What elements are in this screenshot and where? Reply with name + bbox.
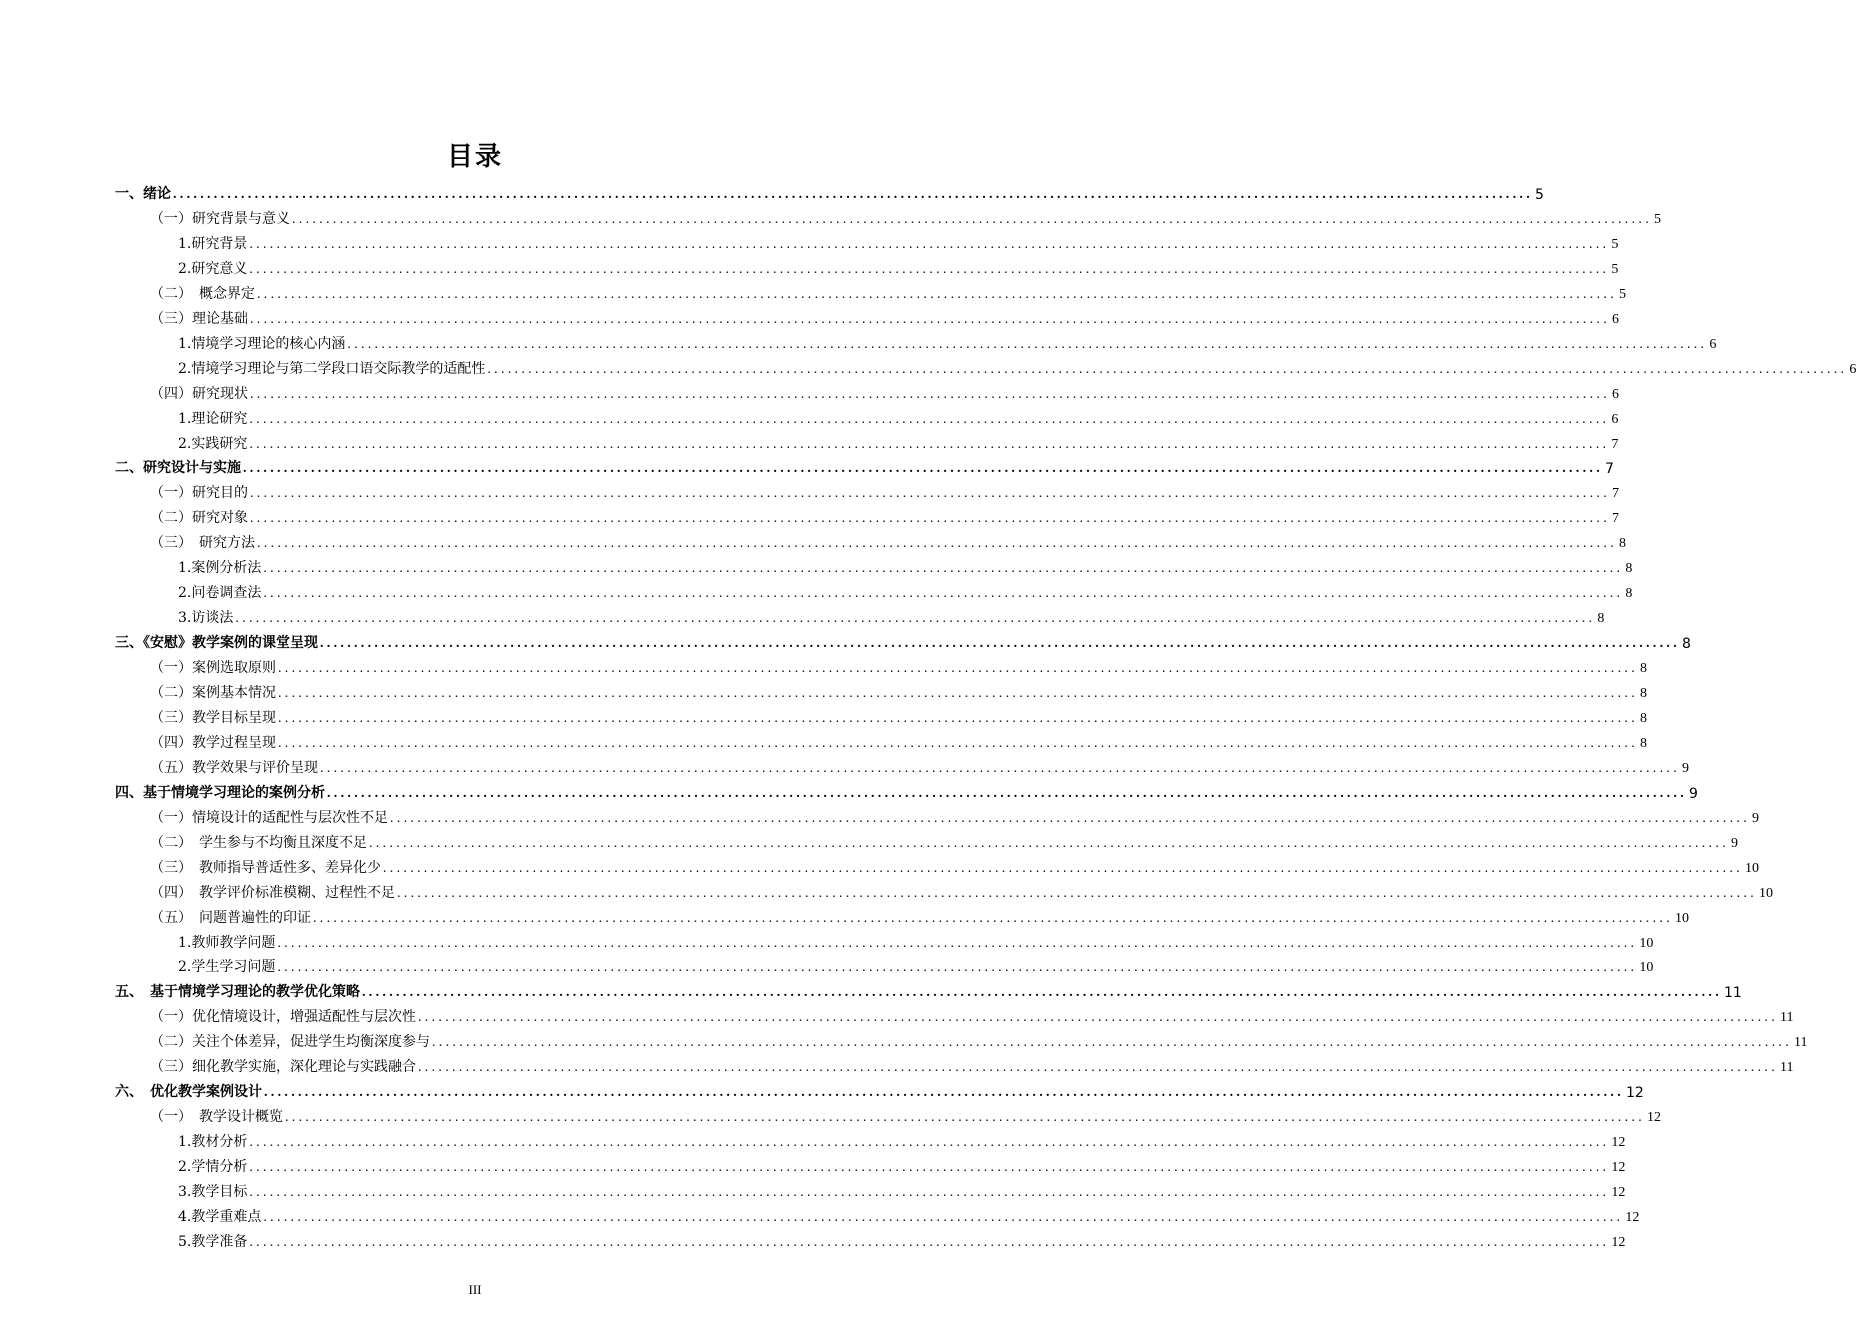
toc-entry-page: 12 [1647, 1110, 1661, 1126]
toc-entry-label: 一、绪论 [115, 186, 171, 202]
toc-entry[interactable] [115, 627, 1691, 653]
toc-entry-label: 二、研究设计与实施 [115, 460, 241, 477]
toc-entry-label: （二）关注个体差异，促进学生均衡深度参与 [150, 1034, 430, 1051]
toc-dot-leader: ........................................................................................................................................................................................................ [250, 486, 1610, 502]
toc-dot-leader: ........................................................................................................................................................................................................ [432, 1035, 1792, 1051]
toc-dot-leader: ........................................................................................................................................................................................................ [173, 187, 1533, 202]
toc-dot-leader: ........................................................................................................................................................................................................ [243, 461, 1603, 477]
toc-dot-leader: ........................................................................................................................................................................................................ [278, 735, 1638, 751]
toc-entry-label: （四） 教学评价标准模糊、过程性不足 [150, 884, 395, 901]
toc-entry[interactable] [178, 577, 1633, 602]
toc-entry-page: 8 [1640, 710, 1647, 726]
toc-entry-label: 2.问卷调查法 [178, 585, 262, 602]
toc-dot-leader: ........................................................................................................................................................................................................ [320, 636, 1680, 652]
toc-entry-label: 5.教学准备 [178, 1233, 248, 1250]
toc-entry-page: 7 [1605, 461, 1614, 478]
toc-entry-label: （二） 概念界定 [150, 285, 255, 302]
toc-entry-page: 11 [1794, 1035, 1808, 1051]
toc-dot-leader: ........................................................................................................................................................................................................ [249, 411, 1610, 427]
toc-dot-leader: ........................................................................................................................................................................................................ [418, 1010, 1778, 1026]
toc-entry[interactable] [178, 353, 1856, 378]
toc-dot-leader: ........................................................................................................................................................................................................ [264, 1085, 1624, 1101]
toc-entry[interactable] [178, 1176, 1626, 1201]
toc-dot-leader: ........................................................................................................................................................................................................ [362, 985, 1722, 1001]
toc-dot-leader: ........................................................................................................................................................................................................ [249, 1135, 1610, 1151]
toc-entry[interactable] [150, 702, 1647, 727]
toc-entry-page: 9 [1682, 760, 1689, 776]
toc-entry-label: 3.访谈法 [178, 610, 234, 627]
toc-entry-page: 9 [1752, 810, 1759, 826]
toc-entry-page: 6 [1611, 411, 1619, 427]
toc-entry-page: 10 [1639, 935, 1654, 951]
toc-entry[interactable] [150, 527, 1626, 552]
toc-entry[interactable] [115, 1076, 1644, 1102]
toc-entry[interactable] [150, 802, 1759, 827]
toc-entry[interactable] [178, 602, 1605, 627]
toc-entry-label: （一）案例选取原则 [150, 660, 276, 677]
toc-entry-label: 2.实践研究 [178, 435, 248, 452]
toc-entry[interactable] [150, 203, 1661, 228]
toc-entry[interactable] [178, 403, 1619, 428]
toc-dot-leader: ........................................................................................................................................................................................................ [369, 835, 1729, 851]
toc-entry-label: （二）研究对象 [150, 510, 248, 527]
toc-entry-page: 11 [1780, 1010, 1794, 1026]
toc-entry-label: 三、《安慰》教学案例的课堂呈现 [115, 635, 318, 652]
toc-dot-leader: ........................................................................................................................................................................................................ [487, 361, 1848, 377]
toc-entry[interactable] [178, 328, 1717, 353]
toc-dot-leader: ........................................................................................................................................................................................................ [313, 910, 1673, 926]
toc-entry-label: 1.案例分析法 [178, 560, 262, 577]
toc-entry-page: 10 [1639, 960, 1654, 976]
toc-entry[interactable] [115, 178, 1544, 203]
toc-entry[interactable] [150, 827, 1738, 852]
toc-entry-page: 8 [1682, 636, 1691, 653]
toc-dot-leader: ........................................................................................................................................................................................................ [390, 810, 1750, 826]
toc-entry-page: 7 [1612, 486, 1619, 502]
toc-entry-label: （一）优化情境设计，增强适配性与层次性 [150, 1009, 416, 1026]
toc-dot-leader: ........................................................................................................................................................................................................ [418, 1060, 1778, 1076]
toc-entry-label: （二）案例基本情况 [150, 685, 276, 701]
toc-entry[interactable] [150, 1026, 1808, 1051]
toc-entry-label: （五）教学效果与评价呈现 [150, 759, 318, 776]
toc-entry[interactable] [178, 927, 1654, 952]
toc-dot-leader: ........................................................................................................................................................................................................ [250, 511, 1610, 527]
toc-entry-label: （一）研究目的 [150, 485, 248, 502]
toc-entry-label: 1.教师教学问题 [178, 934, 276, 951]
toc-entry-label: 五、 基于情境学习理论的教学优化策略 [115, 984, 360, 1001]
toc-entry-page: 12 [1611, 1234, 1626, 1250]
toc-entry-page: 10 [1675, 910, 1689, 926]
toc-entry-page: 12 [1611, 1160, 1626, 1176]
toc-entry[interactable] [178, 253, 1619, 278]
toc-entry-label: （三） 教师指导普适性多、差异化少 [150, 859, 381, 876]
toc-dot-leader: ........................................................................................................................................................................................................ [383, 860, 1743, 876]
toc-entry[interactable] [178, 951, 1654, 976]
toc-entry-label: 1.研究背景 [178, 235, 248, 252]
toc-entry-label: （三）细化教学实施，深化理论与实践融合 [150, 1059, 416, 1076]
toc-entry-page: 8 [1640, 686, 1647, 701]
toc-entry[interactable] [178, 228, 1619, 253]
toc-entry-page: 8 [1619, 536, 1626, 552]
toc-entry[interactable] [150, 1001, 1794, 1026]
toc-entry-label: （五） 问题普遍性的印证 [150, 909, 311, 926]
toc-entry-page: 6 [1612, 311, 1619, 327]
toc-dot-leader: ........................................................................................................................................................................................................ [277, 960, 1638, 976]
toc-entry-label: （一） 教学设计概览 [150, 1109, 283, 1126]
toc-entry-label: 六、 优化教学案例设计 [115, 1084, 262, 1101]
toc-entry-page: 12 [1611, 1135, 1626, 1151]
toc-entry-page: 9 [1731, 835, 1738, 851]
toc-entry-label: 2.学情分析 [178, 1159, 248, 1176]
toc-entry-page: 6 [1612, 386, 1619, 402]
toc-entry-page: 5 [1611, 261, 1619, 277]
toc-entry-page: 12 [1626, 1085, 1644, 1102]
toc-entry[interactable] [150, 1051, 1794, 1076]
toc-dot-leader: ........................................................................................................................................................................................................ [263, 586, 1624, 602]
toc-dot-leader: ........................................................................................................................................................................................................ [257, 536, 1617, 552]
toc-entry[interactable] [150, 852, 1759, 877]
toc-entry[interactable] [178, 1126, 1626, 1151]
toc-entry-label: （二） 学生参与不均衡且深度不足 [150, 834, 367, 851]
toc-dot-leader: ........................................................................................................................................................................................................ [347, 336, 1708, 352]
toc-entry-label: （四）研究现状 [150, 385, 248, 402]
toc-dot-leader: ........................................................................................................................................................................................................ [263, 1209, 1624, 1225]
toc-entry-page: 5 [1535, 187, 1544, 203]
toc-dot-leader: ........................................................................................................................................................................................................ [397, 885, 1757, 901]
toc-entry-page: 5 [1654, 211, 1661, 227]
toc-dot-leader: ........................................................................................................................................................................................................ [249, 1160, 1610, 1176]
toc-entry-page: 11 [1724, 985, 1742, 1002]
toc-entry-page: 9 [1689, 785, 1698, 802]
toc-entry[interactable] [150, 677, 1647, 702]
toc-entry-page: 8 [1625, 586, 1633, 602]
toc-entry-label: （一）研究背景与意义 [150, 210, 290, 227]
toc-entry-label: 2.情境学习理论与第二学段口语交际教学的适配性 [178, 360, 486, 377]
toc-dot-leader: ........................................................................................................................................................................................................ [278, 686, 1638, 701]
toc-entry-label: 2.学生学习问题 [178, 959, 276, 976]
toc-entry[interactable] [178, 428, 1619, 453]
toc-entry[interactable] [150, 303, 1619, 328]
toc-dot-leader: ........................................................................................................................................................................................................ [277, 935, 1638, 951]
toc-entry[interactable] [150, 902, 1689, 927]
toc-entry[interactable] [115, 976, 1742, 1002]
toc-entry-page: 10 [1759, 885, 1773, 901]
toc-dot-leader: ........................................................................................................................................................................................................ [285, 1110, 1645, 1126]
toc-dot-leader: ........................................................................................................................................................................................................ [249, 236, 1610, 252]
toc-entry-page: 10 [1745, 860, 1759, 876]
toc-entry-page: 5 [1611, 236, 1619, 252]
toc-entry-label: （三）理论基础 [150, 310, 248, 327]
toc-dot-leader: ........................................................................................................................................................................................................ [327, 785, 1687, 801]
page-number: III [468, 1282, 482, 1297]
toc-entry-label: （三） 研究方法 [150, 535, 255, 552]
toc-dot-leader: ........................................................................................................................................................................................................ [249, 1185, 1610, 1200]
toc-entry-label: 四、基于情境学习理论的案例分析 [115, 784, 325, 801]
toc-title: 目录 [446, 142, 503, 172]
toc-entry[interactable] [150, 727, 1647, 752]
toc-entry-label: 1.理论研究 [178, 410, 248, 427]
toc-entry-label: （四）教学过程呈现 [150, 734, 276, 751]
toc-entry-label: （三）教学目标呈现 [150, 709, 276, 726]
toc-entry[interactable] [115, 452, 1614, 478]
toc-entry[interactable] [150, 378, 1619, 403]
toc-entry[interactable] [178, 552, 1633, 577]
toc-dot-leader: ........................................................................................................................................................................................................ [292, 211, 1652, 227]
toc-entry[interactable] [150, 652, 1647, 677]
toc-entry-label: 1.教材分析 [178, 1134, 248, 1151]
toc-entry[interactable] [178, 1226, 1626, 1251]
toc-entry[interactable] [178, 1151, 1626, 1176]
toc-entry-page: 12 [1611, 1185, 1626, 1200]
toc-entry[interactable] [150, 752, 1689, 777]
toc-dot-leader: ........................................................................................................................................................................................................ [249, 261, 1610, 277]
toc-entry-page: 7 [1612, 511, 1619, 527]
toc-entry-label: 1.情境学习理论的核心内涵 [178, 335, 346, 352]
toc-entry[interactable] [150, 1101, 1661, 1126]
toc-dot-leader: ........................................................................................................................................................................................................ [249, 1234, 1610, 1250]
toc-entry-page: 8 [1625, 561, 1633, 577]
toc-entry-page: 8 [1597, 611, 1605, 627]
toc-entry-page: 7 [1611, 436, 1619, 452]
toc-entry-label: （一）情境设计的适配性与层次性不足 [150, 809, 388, 826]
toc-dot-leader: ........................................................................................................................................................................................................ [257, 286, 1617, 302]
toc-dot-leader: ........................................................................................................................................................................................................ [263, 561, 1624, 577]
toc-dot-leader: ........................................................................................................................................................................................................ [235, 611, 1596, 627]
toc-dot-leader: ........................................................................................................................................................................................................ [250, 386, 1610, 402]
toc-entry-page: 12 [1625, 1209, 1640, 1225]
toc-entry-page: 6 [1709, 336, 1717, 352]
toc-entry[interactable] [150, 877, 1773, 902]
toc-dot-leader: ........................................................................................................................................................................................................ [250, 311, 1610, 327]
toc-entry-page: 5 [1619, 286, 1626, 302]
toc-entry-page: 6 [1849, 361, 1856, 377]
toc-entry-label: 2.研究意义 [178, 260, 248, 277]
toc-entry[interactable] [150, 278, 1626, 303]
toc-entry-page: 8 [1640, 735, 1647, 751]
toc-dot-leader: ........................................................................................................................................................................................................ [249, 436, 1610, 452]
toc-entry-page: 8 [1640, 661, 1647, 677]
toc-dot-leader: ........................................................................................................................................................................................................ [320, 760, 1680, 776]
toc-entry-label: 4.教学重难点 [178, 1208, 262, 1225]
toc-dot-leader: ........................................................................................................................................................................................................ [278, 661, 1638, 677]
toc-entry-label: 3.教学目标 [178, 1184, 248, 1200]
toc-entry[interactable] [150, 477, 1619, 502]
toc-entry[interactable] [115, 777, 1698, 802]
toc-dot-leader: ........................................................................................................................................................................................................ [278, 710, 1638, 726]
toc-entry[interactable] [150, 502, 1619, 527]
toc-entry-page: 11 [1780, 1060, 1794, 1076]
toc-entry[interactable] [178, 1201, 1640, 1226]
